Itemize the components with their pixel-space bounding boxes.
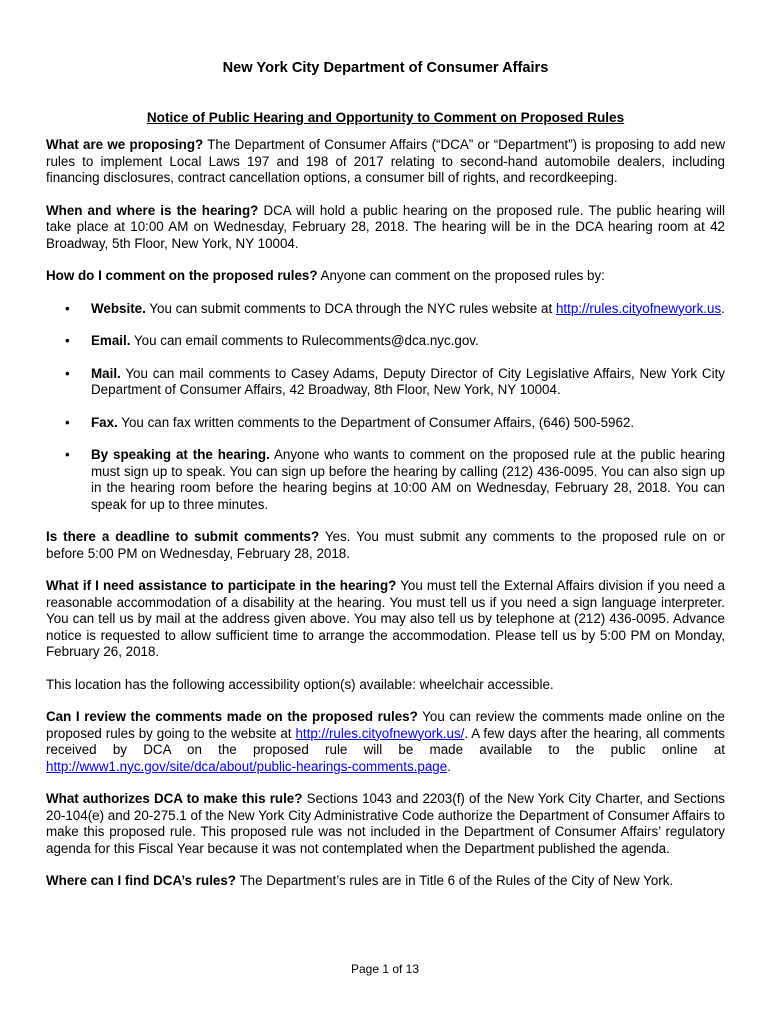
method-fax [46,415,725,432]
question: What authorizes DCA to make this rule? [46,791,303,806]
method-website [46,301,725,318]
bullet-icon: • [65,300,70,316]
answer: You can review the comments made online on the proposed rules by going to the website at [46,709,725,741]
question: Is there a deadline to submit comments? [46,529,320,544]
comment-methods-list [46,301,725,514]
method-text: You can fax written comments to the Department of Consumer Affairs, (646) 500-5962. [117,414,635,430]
answer: Anyone can comment on the proposed rules by: [317,268,605,283]
method-label: By speaking at the hearing. [91,447,270,462]
bullet-icon: • [65,333,70,348]
question: How do I comment on the proposed rules? [46,268,318,283]
section-proposing [46,137,725,187]
method-mail [46,366,725,399]
method-speaking [46,447,725,513]
question: When and where is the hearing? [46,202,259,218]
rules-website-link[interactable]: http://rules.cityofnewyork.us [555,300,722,316]
answer: DCA will hold a public hearing on the proposed rule. The public hearing will take place at 10:00 AM on Wednesday, February 28, 2018. The hearing will be in the DCA hearing room at 42 Broadway, 5th Floor, New York, NY 10004. [46,202,725,251]
rules-site-link[interactable]: http://rules.cityofnewyork.us/ [295,725,465,741]
question: What if I need assistance to participate in the hearing? [46,578,397,593]
section-accessibility: This location has the following accessibility option(s) available: wheelchair accessible. [46,676,554,692]
answer-end: . [447,758,451,774]
answer-cont: . A few days after the hearing, all comments received by DCA on the proposed rule will be made available to the public online at [46,725,725,757]
section-review [46,709,725,775]
method-label: Mail. [91,365,121,381]
section-comment [46,268,725,285]
method-label: Email. [91,333,131,348]
method-label: Website. [91,300,146,316]
page-number: Page 1 of 13 [350,962,420,976]
bullet-icon: • [65,414,70,430]
answer: The Department’s rules are in Title 6 of the Rules of the City of New York. [236,873,674,888]
method-text: You can email comments to Rulecomments@dca.nyc.gov. [130,333,479,348]
method-text: Anyone who wants to comment on the proposed rule at the public hearing must sign up to speak. You can sign up before the hearing by calling (212) 436-0095. You can also sign up in the hearing room before the hearing begins at 10:00 AM on Wednesday, February 28, 2018. You can speak for up to three minutes. [91,447,726,512]
bullet-icon: • [65,365,70,381]
method-text: You can submit comments to DCA through the NYC rules website at [145,300,556,316]
method-tail: . [721,300,725,316]
section-where-rules [46,873,725,890]
answer: Sections 1043 and 2203(f) of the New York City Charter, and Sections 20-104(e) and 20-275.1 of the New York City Administrative Code authorize the Department of Consumer Affairs to make this proposed rule. This proposed rule was not included in the Department of Consumer Affairs’ regulatory agenda for this Fiscal Year because it was not contemplated when the Department published the agenda. [46,791,725,856]
question: What are we proposing? [46,137,204,152]
method-text: You can mail comments to Casey Adams, Deputy Director of City Legislative Affairs, New York City Department of Consumer Affairs, 42 Broadway, 8th Floor, New York, NY 10004. [91,365,725,397]
section-deadline [46,529,725,562]
answer: The Department of Consumer Affairs (“DCA” or “Department”) is proposing to add new rules to implement Local Laws 197 and 198 of 2017 relating to second-hand automobile dealers, including financing disclosures, contract cancellation options, a consumer bill of rights, and recordkeeping. [46,137,725,185]
method-email [46,333,725,350]
section-assistance [46,578,725,661]
answer: Yes. You must submit any comments to the proposed rule on or before 5:00 PM on Wednesday, February 28, 2018. [46,529,725,561]
section-authorizes [46,791,725,857]
answer: You must tell the External Affairs division if you need a reasonable accommodation of a disability at the hearing. You must tell us if you need a sign language interpreter. You can tell us by mail at the address given above. You may also tell us by telephone at (212) 436-0095. Advance notice is requested to allow sufficient time to arrange the accommodation. Please tell us by 5:00 PM on Monday, February 26, 2018. [46,578,725,659]
public-comments-link[interactable]: http://www1.nyc.gov/site/dca/about/public-hearings-comments.page [46,758,448,774]
page-title: New York City Department of Consumer Affairs [222,60,549,76]
bullet-icon: • [65,447,70,462]
page-subtitle: Notice of Public Hearing and Opportunity to Comment on Proposed Rules [146,110,625,125]
question: Where can I find DCA’s rules? [46,873,236,888]
section-hearing [46,203,725,253]
question: Can I review the comments made on the proposed rules? [46,709,418,724]
method-label: Fax. [91,414,118,430]
